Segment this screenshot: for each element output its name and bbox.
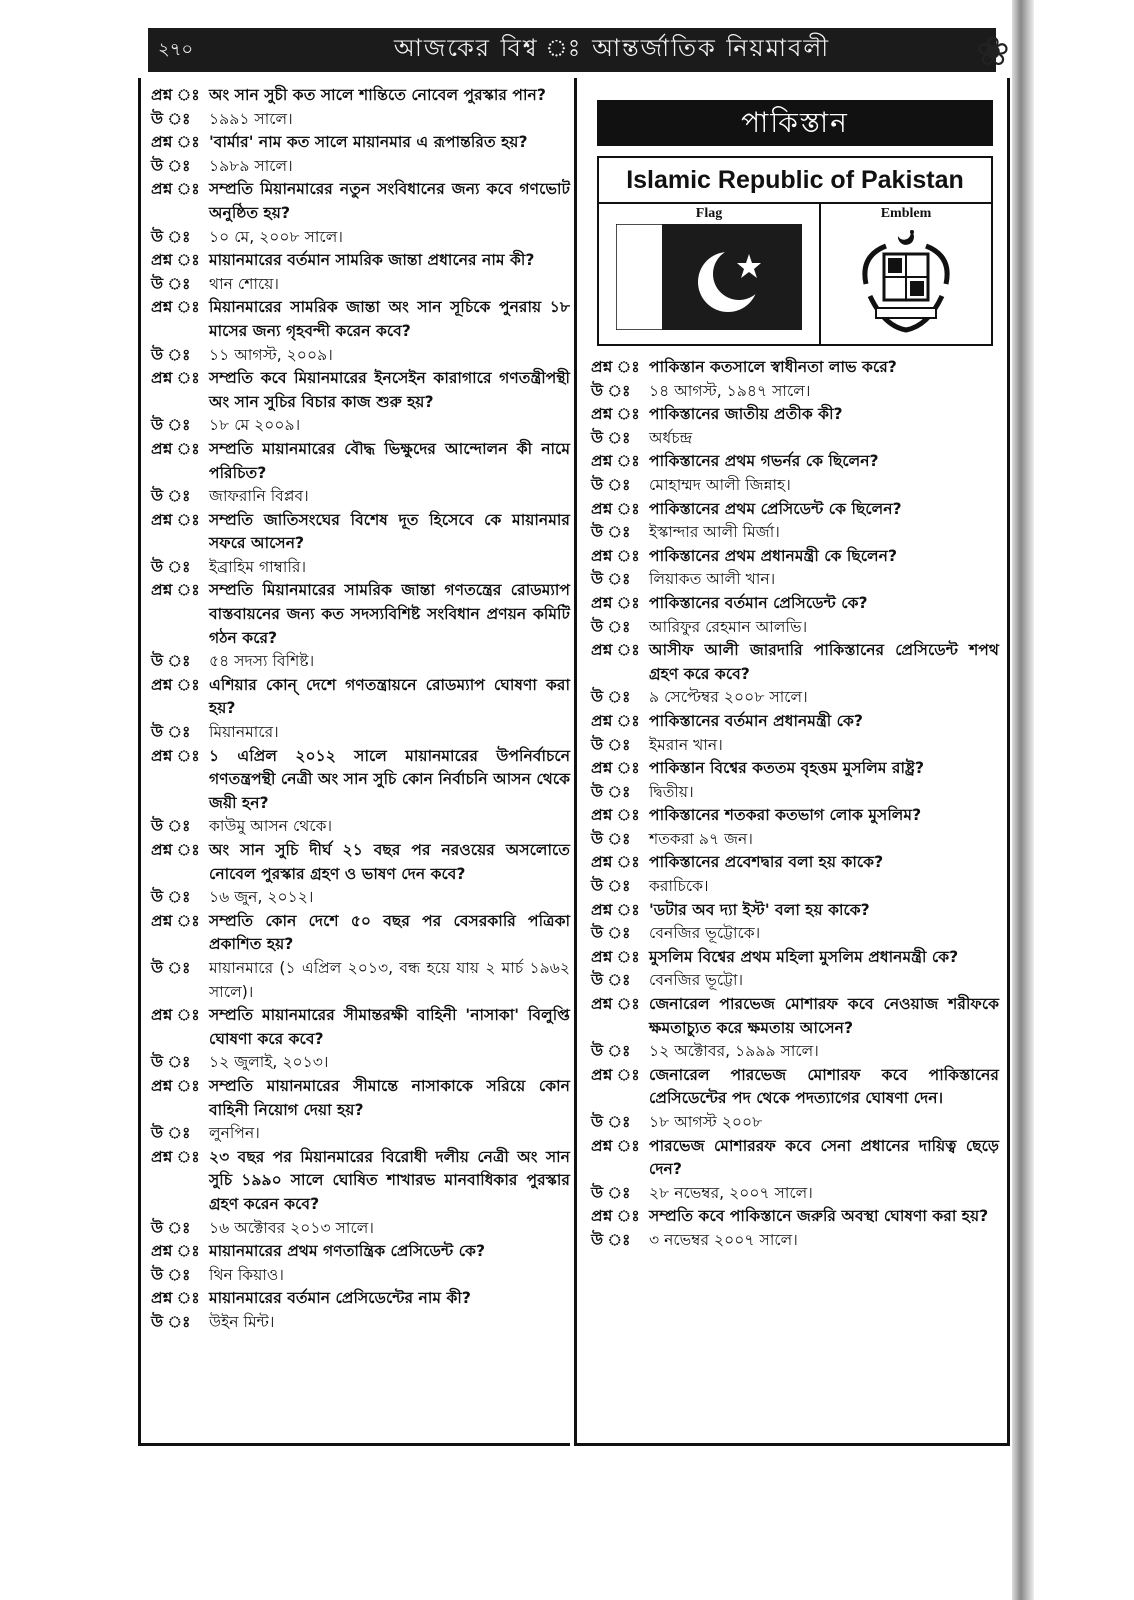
question-text: পাকিস্তান বিশ্বের কততম বৃহত্তম মুসলিম রাষ্ট্র? [649, 759, 924, 778]
answer-text: ৯ সেপ্টেম্বর ২০০৮ সালে। [649, 688, 808, 707]
page-title: আজকের বিশ্ব ঃ আন্তর্জাতিক নিয়মাবলী [393, 34, 831, 62]
answer-label: উ ঃ [591, 829, 631, 848]
answer-label: উ ঃ [151, 156, 191, 175]
question-row [151, 131, 570, 155]
answer-text: থিন কিয়াও। [209, 1265, 284, 1284]
answer-label: উ ঃ [591, 1183, 631, 1202]
question-label: প্রশ্ন ঃ [151, 180, 200, 199]
question-row [591, 498, 999, 522]
question-text: পারভেজ মোশাররফ কবে সেনা প্রধানের দায়িত্ব ছেড়ে দেন? [649, 1136, 999, 1179]
question-row [591, 804, 999, 828]
answer-label: উ ঃ [591, 1113, 631, 1131]
answer-row [151, 155, 570, 179]
section-title: পাকিস্তান [597, 100, 993, 146]
answer-text: ১০ মে, ২০০৮ সালে। [209, 227, 343, 246]
answer-label: উ ঃ [591, 523, 631, 542]
answer-text: মিয়ানমারে। [209, 723, 279, 742]
answer-text: জাফরানি বিপ্লব। [209, 487, 309, 506]
answer-label: উ ঃ [151, 1265, 191, 1284]
answer-label: উ ঃ [151, 652, 191, 671]
answer-label: উ ঃ [591, 971, 631, 990]
question-label: প্রশ্ন ঃ [151, 1076, 200, 1095]
corner-ornament-icon: ❀ [976, 29, 1010, 75]
question-label: প্রশ্ন ঃ [591, 853, 640, 872]
answer-label: উ ঃ [151, 345, 191, 364]
question-row [151, 1075, 570, 1122]
right-column [574, 78, 1010, 1446]
answer-label: উ ঃ [591, 428, 631, 447]
answer-label: উ ঃ [151, 1218, 191, 1237]
answer-row [151, 1217, 570, 1241]
question-text: পাকিস্তানের প্রথম গভর্নর কে ছিলেন? [649, 452, 879, 471]
question-text: মিয়ানমারের সামরিক জান্তা অং সান সূচিকে পুনরায় ১৮ মাসের জন্য গৃহবন্দী করেন কবে? [209, 298, 570, 340]
answer-row [151, 815, 570, 839]
answer-text: করাচিকে। [649, 877, 709, 896]
question-text: পাকিস্তানের বর্তমান প্রেসিডেন্ট কে? [649, 593, 868, 612]
answer-label: উ ঃ [151, 109, 191, 128]
question-label: প্রশ্ন ঃ [591, 995, 640, 1014]
question-text: মায়ানমারের প্রথম গণতান্ত্রিক প্রেসিডেন্ট কে? [209, 1242, 486, 1261]
answer-text: মোহাম্মদ আলী জিন্নাহ। [649, 475, 791, 494]
question-label: প্রশ্ন ঃ [151, 510, 200, 529]
answer-row [591, 828, 999, 852]
answer-row [151, 957, 570, 1004]
question-row [591, 545, 999, 569]
question-label: প্রশ্ন ঃ [591, 900, 640, 919]
answer-row [151, 108, 570, 132]
answer-label: উ ঃ [151, 723, 191, 742]
flag-emblem-row [599, 204, 991, 344]
question-label: প্রশ্ন ঃ [151, 841, 200, 859]
answer-row [591, 922, 999, 946]
pakistan-emblem-icon [846, 224, 966, 336]
question-label: প্রশ্ন ঃ [591, 499, 640, 518]
answer-row [591, 686, 999, 710]
question-row [591, 356, 999, 380]
answer-row [591, 568, 999, 592]
answer-row [591, 734, 999, 758]
question-label: প্রশ্ন ঃ [151, 746, 200, 765]
question-label: প্রশ্ন ঃ [151, 439, 200, 458]
question-row [591, 899, 999, 923]
question-row [591, 1064, 999, 1111]
answer-row [591, 781, 999, 805]
answer-text: থান শোয়ে। [209, 274, 279, 293]
question-row [151, 1240, 570, 1264]
answer-text: ইস্কান্দার আলী মির্জা। [649, 523, 780, 542]
question-label: প্রশ্ন ঃ [591, 358, 640, 376]
answer-row [591, 1182, 999, 1206]
emblem-cell [821, 204, 991, 344]
question-row [151, 509, 570, 556]
question-row [591, 450, 999, 474]
emblem-caption: Emblem [880, 206, 932, 221]
country-info-box [597, 156, 993, 346]
question-text: পাকিস্তানের শতকরা কতভাগ লোক মুসলিম? [649, 806, 922, 825]
answer-row [591, 875, 999, 899]
answer-label: উ ঃ [591, 735, 631, 754]
question-label: প্রশ্ন ঃ [591, 711, 640, 730]
answer-row [151, 344, 570, 368]
page-number: ২৭০ [158, 38, 194, 60]
question-row [151, 745, 570, 816]
answer-label: উ ঃ [591, 570, 631, 589]
question-text: সম্প্রতি মিয়ানমারের নতুন সংবিধানের জন্য কবে গণভোট অনুষ্ঠিত হয়? [209, 180, 570, 222]
question-text: মায়ানমারের বর্তমান প্রেসিডেন্টের নাম কী? [209, 1289, 471, 1308]
question-label: প্রশ্ন ঃ [151, 369, 200, 388]
answer-text: বেনজির ভূট্টো। [649, 971, 744, 990]
question-label: প্রশ্ন ঃ [151, 1242, 200, 1261]
answer-label: উ ঃ [151, 958, 191, 977]
question-label: প্রশ্ন ঃ [591, 1207, 640, 1226]
answer-label: উ ঃ [151, 1053, 191, 1072]
question-label: প্রশ্ন ঃ [151, 298, 200, 317]
flag-cell [599, 204, 821, 344]
answer-text: আরিফুর রেহমান আলভি। [649, 617, 808, 636]
answer-text: ১৪ আগস্ট, ১৯৪৭ সালে। [649, 381, 811, 400]
question-text: আসীফ আলী জারদারি পাকিস্তানের প্রেসিডেন্ট শপথ গ্রহণ করে কবে? [649, 641, 999, 683]
answer-text: ১৯৮৯ সালে। [209, 156, 293, 175]
question-label: প্রশ্ন ঃ [591, 1136, 640, 1155]
question-label: প্রশ্ন ঃ [591, 759, 640, 778]
answer-row [151, 226, 570, 250]
answer-label: উ ঃ [591, 688, 631, 707]
question-label: প্রশ্ন ঃ [591, 593, 640, 612]
question-label: প্রশ্ন ঃ [591, 1065, 640, 1084]
answer-text: ১২ জুলাই, ২০১৩। [209, 1053, 329, 1072]
question-text: 'বার্মার' নাম কত সালে মায়ানমার এ রূপান্তরিত হয়? [209, 133, 528, 152]
question-text: মায়ানমারের বর্তমান সামরিক জান্তা প্রধানের নাম কী? [209, 251, 535, 270]
question-row [591, 1135, 999, 1182]
question-row [591, 946, 999, 970]
answer-text: ১১ আগস্ট, ২০০৯। [209, 345, 333, 364]
answer-label: উ ঃ [151, 416, 191, 435]
pakistan-flag-icon [616, 224, 802, 330]
answer-row [591, 380, 999, 404]
answer-text: লুনপিন। [209, 1124, 260, 1143]
question-text: সম্প্রতি মিয়ানমারের সামরিক জান্তা গণতন্ত্রের রোডম্যাপ বাস্তবায়নের জন্য কত সদস্যবিশিষ্ট সংবিধান প্রণয়ন কমিটি গঠন করে? [209, 581, 570, 647]
question-text: পাকিস্তান কতসালে স্বাধীনতা লাভ করে? [649, 358, 897, 376]
answer-text: উইন মিন্ট। [209, 1312, 275, 1331]
answer-row [591, 616, 999, 640]
question-text: পাকিস্তানের বর্তমান প্রধানমন্ত্রী কে? [649, 711, 863, 730]
question-text: ২৩ বছর পর মিয়ানমারের বিরোধী দলীয় নেত্রী অং সান সুচি ১৯৯০ সালে ঘোষিত শাখারভ মানবাধিকার পুরস্কার গ্রহণ করেন কবে? [209, 1147, 570, 1213]
answer-text: লিয়াকত আলী খান। [649, 570, 776, 589]
question-label: প্রশ্ন ঃ [151, 1147, 200, 1166]
question-label: প্রশ্ন ঃ [591, 806, 640, 825]
answer-text: কাউমু আসন থেকে। [209, 817, 333, 836]
answer-text: ১৬ জুন, ২০১২। [209, 888, 314, 907]
question-text: পাকিস্তানের প্রবেশদ্বার বলা হয় কাকে? [649, 853, 884, 872]
answer-label: উ ঃ [591, 617, 631, 636]
answer-text: ১৯৯১ সালে। [209, 109, 293, 128]
answer-text: ইব্রাহিম গাম্বারি। [209, 557, 307, 576]
answer-label: উ ঃ [151, 487, 191, 506]
answer-text: ১৮ আগস্ট ২০০৮ [649, 1113, 763, 1131]
answer-text: শতকরা ৯৭ জন। [649, 829, 753, 848]
answer-row [151, 650, 570, 674]
question-row [151, 674, 570, 721]
book-spine-edge [1012, 0, 1034, 1600]
answer-label: উ ঃ [591, 782, 631, 801]
answer-row [151, 556, 570, 580]
question-text: পাকিস্তানের প্রথম প্রধানমন্ত্রী কে ছিলেন? [649, 546, 898, 565]
answer-text: ৩ নভেম্বর ২০০৭ সালে। [649, 1230, 798, 1249]
answer-text: ১৮ মে ২০০৯। [209, 416, 301, 435]
question-row [151, 1146, 570, 1217]
question-text: সম্প্রতি মায়ানমারের বৌদ্ধ ভিক্ষুদের আন্দোলন কী নামে পরিচিত? [209, 439, 570, 482]
answer-text: মায়ানমারে (১ এপ্রিল ২০১৩, বন্ধ হয়ে যায় ২ মার্চ ১৯৬২ সালে)। [209, 958, 570, 1001]
question-row [591, 1205, 999, 1229]
answer-row [591, 1229, 999, 1253]
question-text: সম্প্রতি কবে পাকিস্তানে জরুরি অবস্থা ঘোষণা করা হয়? [649, 1207, 989, 1226]
answer-label: উ ঃ [591, 924, 631, 943]
answer-row [591, 474, 999, 498]
question-row [151, 579, 570, 650]
question-row [591, 403, 999, 427]
question-row [151, 296, 570, 343]
answer-row [591, 969, 999, 993]
question-text: এশিয়ার কোন্ দেশে গণতন্ত্রায়নে রোডম্যাপ ঘোষণা করা হয়? [209, 675, 570, 718]
question-row [591, 639, 999, 686]
question-text: ১ এপ্রিল ২০১২ সালে মায়ানমারের উপনির্বাচনে গণতন্ত্রপন্থী নেত্রী অং সান সুচি কোন নির্বাচনি আসন থেকে জয়ী হন? [209, 746, 570, 812]
answer-label: উ ঃ [151, 817, 191, 836]
question-row [151, 1287, 570, 1311]
answer-row [151, 485, 570, 509]
left-qa-list [151, 84, 570, 1334]
answer-text: দ্বিতীয়। [649, 782, 694, 801]
question-label: প্রশ্ন ঃ [591, 947, 640, 966]
answer-text: বেনজির ভূট্টোকে। [649, 924, 761, 943]
answer-row [151, 721, 570, 745]
question-label: প্রশ্ন ঃ [151, 133, 200, 152]
answer-text: ১২ অক্টোবর, ১৯৯৯ সালে। [649, 1042, 819, 1061]
answer-text: অর্ধচন্দ্র [649, 428, 693, 447]
question-text: জেনারেল পারভেজ মোশারফ কবে নেওয়াজ শরীফকে ক্ষমতাচ্যুত করে ক্ষমতায় আসেন? [649, 995, 999, 1037]
answer-text: ২৮ নভেম্বর, ২০০৭ সালে। [649, 1183, 813, 1202]
answer-label: উ ঃ [151, 274, 191, 293]
answer-text: ১৬ অক্টোবর ২০১৩ সালে। [209, 1218, 374, 1237]
answer-row [591, 521, 999, 545]
question-row [591, 757, 999, 781]
answer-row [591, 1040, 999, 1064]
question-text: সম্প্রতি কোন দেশে ৫০ বছর পর বেসরকারি পত্রিকা প্রকাশিত হয়? [209, 911, 570, 954]
answer-text: ইমরান খান। [649, 735, 723, 754]
question-row [151, 367, 570, 414]
question-label: প্রশ্ন ঃ [151, 86, 200, 104]
question-row [151, 249, 570, 273]
answer-label: উ ঃ [591, 877, 631, 896]
page-header [148, 28, 996, 72]
answer-row [151, 1122, 570, 1146]
question-row [151, 910, 570, 957]
question-text: সম্প্রতি জাতিসংঘের বিশেষ দূত হিসেবে কে মায়ানমার সফরে আসেন? [209, 510, 570, 553]
question-label: প্রশ্ন ঃ [151, 911, 200, 930]
answer-label: উ ঃ [151, 1312, 191, 1331]
answer-label: উ ঃ [151, 557, 191, 576]
answer-row [151, 273, 570, 297]
question-label: প্রশ্ন ঃ [591, 405, 640, 424]
question-row [151, 84, 570, 108]
question-text: মুসলিম বিশ্বের প্রথম মহিলা মুসলিম প্রধানমন্ত্রী কে? [649, 947, 959, 966]
question-text: অং সান সুচী কত সালে শান্তিতে নোবেল পুরস্কার পান? [209, 86, 546, 104]
question-label: প্রশ্ন ঃ [151, 1006, 200, 1025]
question-row [591, 710, 999, 734]
flag-caption: Flag [695, 206, 723, 221]
answer-row [151, 414, 570, 438]
left-column [138, 78, 570, 1446]
answer-row [151, 1264, 570, 1288]
question-text: সম্প্রতি কবে মিয়ানমারের ইনসেইন কারাগারে গণতন্ত্রীপন্থী অং সান সুচির বিচার কাজ শুরু হয়? [209, 369, 570, 411]
question-label: প্রশ্ন ঃ [151, 1289, 200, 1308]
question-label: প্রশ্ন ঃ [151, 581, 200, 600]
answer-label: উ ঃ [591, 1230, 631, 1249]
question-label: প্রশ্ন ঃ [591, 452, 640, 471]
answer-row [151, 1311, 570, 1335]
question-label: প্রশ্ন ঃ [591, 546, 640, 565]
answer-label: উ ঃ [151, 888, 191, 907]
answer-row [591, 1111, 999, 1135]
question-label: প্রশ্ন ঃ [151, 675, 200, 694]
question-text: 'ডটার অব দ্যা ইস্ট' বলা হয় কাকে? [649, 900, 870, 919]
country-name: Islamic Republic of Pakistan [599, 158, 991, 204]
answer-text: ৫৪ সদস্য বিশিষ্ট। [209, 652, 315, 671]
question-row [151, 178, 570, 225]
right-qa-list [577, 346, 1007, 1253]
question-text: জেনারেল পারভেজ মোশারফ কবে পাকিস্তানের প্রেসিডেন্টের পদ থেকে পদত্যাগের ঘোষণা দেন। [649, 1065, 999, 1108]
question-text: অং সান সুচি দীর্ঘ ২১ বছর পর নরওয়ের অসলোতে নোবেল পুরস্কার গ্রহণ ও ভাষণ দেন কবে? [209, 841, 570, 883]
question-text: পাকিস্তানের জাতীয় প্রতীক কী? [649, 405, 843, 424]
answer-row [591, 427, 999, 451]
answer-label: উ ঃ [151, 1124, 191, 1143]
question-row [591, 851, 999, 875]
question-row [591, 993, 999, 1040]
answer-label: উ ঃ [591, 1042, 631, 1061]
answer-row [151, 886, 570, 910]
question-row [151, 1004, 570, 1051]
question-text: পাকিস্তানের প্রথম প্রেসিডেন্ট কে ছিলেন? [649, 499, 902, 518]
answer-label: উ ঃ [591, 475, 631, 494]
question-label: প্রশ্ন ঃ [591, 641, 640, 660]
question-text: সম্প্রতি মায়ানমারের সীমান্তে নাসাকাকে সরিয়ে কোন বাহিনী নিয়োগ দেয়া হয়? [209, 1076, 570, 1119]
question-label: প্রশ্ন ঃ [151, 251, 200, 270]
question-row [151, 839, 570, 886]
answer-label: উ ঃ [151, 227, 191, 246]
question-text: সম্প্রতি মায়ানমারের সীমান্তরক্ষী বাহিনী 'নাসাকা' বিলুপ্তি ঘোষণা করে কবে? [209, 1006, 570, 1048]
answer-row [151, 1051, 570, 1075]
question-row [591, 592, 999, 616]
question-row [151, 438, 570, 485]
answer-label: উ ঃ [591, 381, 631, 400]
